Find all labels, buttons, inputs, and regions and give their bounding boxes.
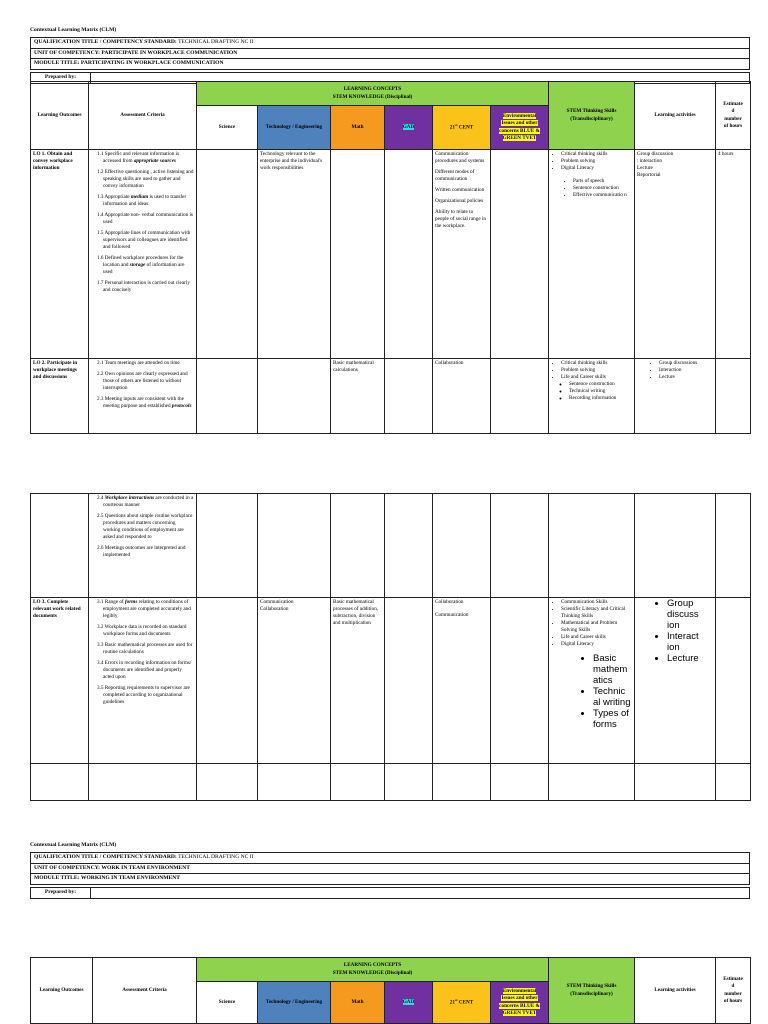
lo2-tech xyxy=(258,359,331,434)
lo2-math: Basic mathematical calculations xyxy=(331,359,385,434)
page2-matrix xyxy=(30,493,751,801)
lo2-gad xyxy=(385,359,433,434)
lo1-skills xyxy=(549,150,635,359)
list-item: • Scientific Literacy and Critical Thinking Skills xyxy=(561,606,632,620)
list-item: • Critical thinking skills xyxy=(561,360,632,367)
hdr-assessment: Assessment Criteria xyxy=(89,82,197,150)
hdr-tech: Technology / Engineering xyxy=(258,982,331,1024)
lo3-tech: Communication Collaboration xyxy=(258,598,331,764)
prepared-by-label: Prepared by: xyxy=(31,73,91,84)
lo1-cent: Communication procedures and systems Different modes of communication Written communication Organizational policies Ability to relate to people of social range in the workplace. xyxy=(433,150,491,359)
list-item: • Lecture xyxy=(667,654,713,665)
lo2-env xyxy=(491,359,549,434)
module-row: MODULE TITLE: WORKING IN TEAM ENVIRONMENT xyxy=(31,874,750,885)
list-item: • Life and Career skills ◦ Sentence construction ◦ Technical writing ◦ Recording information xyxy=(561,374,632,402)
list-item: • Digital Literacy xyxy=(561,165,632,172)
table-row xyxy=(31,150,751,359)
page3-matrix xyxy=(30,957,751,1024)
lo1-hours: 4 hours xyxy=(716,150,751,359)
list-item: • Technic al writing xyxy=(593,687,632,709)
lo1-math xyxy=(331,150,385,359)
hdr-learning-concepts: LEARNING CONCEPTS STEM KNOWLEDGE (Disciplinal) xyxy=(197,958,549,982)
list-item: • Parts of speech xyxy=(573,178,632,185)
list-item: • Digital Literacy xyxy=(561,641,632,648)
table-row xyxy=(31,359,751,434)
list-item: • Sentence construction xyxy=(573,185,632,192)
hdr-science: Science xyxy=(197,106,258,150)
hdr-cent: 21st CENT xyxy=(433,106,491,150)
lo1-tech: Technology relevant to the enterprise and the individual's work responsibilities xyxy=(258,150,331,359)
lo3-criteria: 3.1 Range of forms relating to conditions of employment are completed accurately and legibly 3.2 Workplace data is recorded on standard workplace forms and documents 3.3 Basic mathematical processes are used for routine calculations 3.4 Errors in recording information on forms/ documents are identified and properly acted upon 3.5 Reporting requirements to supervisor are completed according to organizational guidelines xyxy=(89,598,197,764)
list-item: • Group discussions xyxy=(659,360,713,367)
list-item: • Lecture xyxy=(659,374,713,381)
lo3-hours xyxy=(716,598,751,764)
hdr-activities: Learning activities xyxy=(635,82,716,150)
list-item: ◦ Technical writing xyxy=(569,388,632,395)
page1-info-table xyxy=(30,37,750,70)
module-row: MODULE TITLE: PARTICIPATING IN WORKPLACE COMMUNICATION xyxy=(31,59,750,70)
lo2-skills xyxy=(549,359,635,434)
lo3-gad xyxy=(385,598,433,764)
page3-prepared-table xyxy=(30,887,750,899)
lo2-cent: Collaboration xyxy=(433,359,491,434)
table-row xyxy=(31,764,751,801)
lo2-title: LO 2. Participate in workplace meetings and discussions xyxy=(31,359,89,434)
list-item: • Mathematical and Problem Solving Skills xyxy=(561,620,632,634)
hdr-gad: GAD xyxy=(385,982,433,1024)
hdr-stem-skills: STEM Thinking Skills (Transdisciplinary) xyxy=(549,958,635,1024)
hdr-stem-skills: STEM Thinking Skills (Transdisciplinary) xyxy=(549,82,635,150)
table-row xyxy=(31,598,751,764)
list-item: • Group discuss ion xyxy=(667,599,713,632)
hdr-env: Environmental Issues and other concerns BLUE & GREEN TVET xyxy=(491,106,549,150)
hdr-math: Math xyxy=(331,106,385,150)
hdr-math: Math xyxy=(331,982,385,1024)
list-item: • Types of forms xyxy=(593,709,632,731)
hdr-tech: Technology / Engineering xyxy=(258,106,331,150)
list-item: • Critical thinking skills xyxy=(561,151,632,158)
lo3-math: Basic mathematical processes of addition, subtraction, division and multiplication xyxy=(331,598,385,764)
lo2-activities xyxy=(635,359,716,434)
list-item: ◦ Sentence construction xyxy=(569,381,632,388)
hdr-hours: Estimate d number of hours xyxy=(716,82,751,150)
hdr-learning-outcomes: Learning Outcomes xyxy=(31,82,89,150)
lo3-skills xyxy=(549,598,635,764)
list-item: • Problem solving xyxy=(561,367,632,374)
lo1-activities: Group discussion : interaction Lecture Reportorial xyxy=(635,150,716,359)
list-item: • Problem solving xyxy=(561,158,632,165)
list-item: • Basic mathem atics xyxy=(593,654,632,687)
prepared-by-label: Prepared by: xyxy=(31,888,91,899)
lo1-science xyxy=(197,150,258,359)
list-item: ◦ Recording information xyxy=(569,395,632,402)
lo3-science xyxy=(197,598,258,764)
lo3-cent: Collaboration Communication xyxy=(433,598,491,764)
list-item: • Communication Skills xyxy=(561,599,632,606)
page3-info-table xyxy=(30,852,750,885)
list-item: • Interact ion xyxy=(667,632,713,654)
page3-title: Contextual Learning Matrix (CLM) xyxy=(30,842,117,848)
list-item: • Life and Career skills xyxy=(561,634,632,641)
hdr-gad: GAD xyxy=(385,106,433,150)
page1-matrix xyxy=(30,81,751,434)
hdr-learning-outcomes: Learning Outcomes xyxy=(31,958,93,1024)
lo1-gad xyxy=(385,150,433,359)
hdr-env: Environmental Issues and other concerns BLUE & GREEN TVET xyxy=(491,982,549,1024)
hdr-activities: Learning activities xyxy=(635,958,716,1024)
qualification-row: QUALIFICATION TITLE / COMPETENCY STANDARD: TECHNICAL DRAFTING NC II xyxy=(31,853,750,864)
lo1-title: LO 1. Obtain and convey workplace information xyxy=(31,150,89,359)
lo2-science xyxy=(197,359,258,434)
unit-row: UNIT OF COMPETENCY: WORK IN TEAM ENVIRONMENT xyxy=(31,863,750,874)
hdr-learning-concepts: LEARNING CONCEPTS STEM KNOWLEDGE (Disciplinal) xyxy=(197,82,549,106)
table-row xyxy=(31,494,751,598)
lo2-criteria: 2.1 Team meetings are attended on time 2.2 Own opinions are clearly expressed and those of others are listened to without interruption 2.3 Meeting inputs are consistent with the meeting purpose and established protocols xyxy=(89,359,197,434)
lo1-criteria: 1.1 Specific and relevant information is accessed from appropriate sources 1.2 Effective questioning , active listening and speaking skills are used to gather and convey information 1.3 Appropriate medium is used to transfer information and ideas 1.4 Appropriate non- verbal communication is used 1.5 Appropriate lines of communication with supervisors and colleagues are identified and followed 1.6 Defined workplace procedures for the location and storage of information are used 1.7 Personal interaction is carried out clearly and concisely xyxy=(89,150,197,359)
list-item: • Interaction xyxy=(659,367,713,374)
page1-title: Contextual Learning Matrix (CLM) xyxy=(30,27,117,33)
prepared-by-value xyxy=(91,888,750,899)
hdr-assessment: Assessment Criteria xyxy=(93,958,197,1024)
hdr-hours: Estimate d number of hours xyxy=(716,958,751,1024)
lo3-activities xyxy=(635,598,716,764)
hdr-science: Science xyxy=(197,982,258,1024)
unit-row: UNIT OF COMPETENCY: PARTICIPATE IN WORKPLACE COMMUNICATION xyxy=(31,48,750,59)
lo2-criteria-cont: 2.4 Workplace interactions are conducted in a courteous manner 2.5 Questions about simple routine workplace procedures and matters concerning working conditions of employment are asked and responded to 2.6 Meetings outcomes are interpreted and implemented xyxy=(89,494,197,598)
hdr-cent: 21st CENT xyxy=(433,982,491,1024)
lo1-env xyxy=(491,150,549,359)
list-item: • Effective communicatio n xyxy=(573,192,632,199)
qualification-row: QUALIFICATION TITLE / COMPETENCY STANDARD: TECHNICAL DRAFTING NC II xyxy=(31,38,750,49)
lo2-hours xyxy=(716,359,751,434)
lo3-title: LO 3. Complete relevant work related documents xyxy=(31,598,89,764)
lo3-env xyxy=(491,598,549,764)
